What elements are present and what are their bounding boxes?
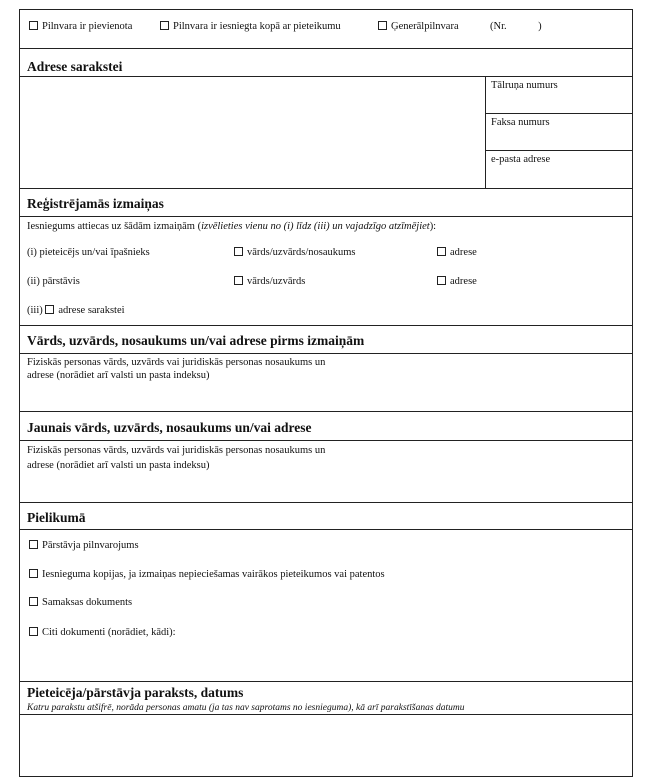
email-label: e-pasta adrese: [491, 154, 551, 165]
divider: [20, 440, 632, 441]
attachment-item[interactable]: Iesnieguma kopijas, ja izmaiņas nepieciešamas vairākos pieteikumos vai patentos: [29, 568, 385, 581]
new-data-hint-line1: Fiziskās personas vārds, uzvārds vai juridiskās personas nosaukums un: [27, 445, 326, 456]
divider: [20, 411, 632, 412]
attachment-item[interactable]: Citi dokumenti (norādiet, kādi):: [29, 626, 176, 639]
submitted-earlier-checkbox[interactable]: [160, 21, 169, 30]
divider: [20, 48, 632, 49]
signature-field[interactable]: [20, 715, 632, 776]
divider: [20, 681, 632, 682]
correspondence-address-option[interactable]: (iii) adrese sarakstei: [27, 305, 125, 316]
application-form: [19, 9, 633, 777]
representative-address-option[interactable]: adrese: [437, 275, 477, 288]
representative-name-option[interactable]: vārds/uzvārds: [234, 275, 305, 288]
general-option[interactable]: Ģenerālpilnvara: [378, 20, 459, 33]
applicant-address-checkbox[interactable]: [437, 247, 446, 256]
correspondence-address-checkbox[interactable]: [45, 305, 54, 314]
attachment-item[interactable]: Samaksas dokuments: [29, 596, 132, 609]
poa-number-field[interactable]: (Nr. ): [490, 21, 542, 32]
attachment-checkbox[interactable]: [29, 569, 38, 578]
attachment-checkbox[interactable]: [29, 540, 38, 549]
signature-note: Katru parakstu atšifrē, norāda personas amatu (ja tas nav saprotams no iesnieguma), kā arī parakstīšanas datumu: [27, 703, 465, 713]
before-change-hint-line1: Fiziskās personas vārds, uzvārds vai juridiskās personas nosaukums un: [27, 357, 326, 368]
fax-label: Faksa numurs: [491, 117, 550, 128]
attachment-checkbox[interactable]: [29, 627, 38, 636]
applicant-row-label: (i) pieteicējs un/vai īpašnieks: [27, 247, 150, 258]
applicant-name-option[interactable]: vārds/uzvārds/nosaukums: [234, 246, 355, 259]
before-change-title: Vārds, uzvārds, nosaukums un/vai adrese pirms izmaiņām: [27, 333, 365, 348]
attachment-item[interactable]: Pārstāvja pilnvarojums: [29, 539, 139, 552]
changes-title: Reģistrējamās izmaiņas: [27, 196, 164, 211]
representative-row-label: (ii) pārstāvis: [27, 276, 80, 287]
representative-address-checkbox[interactable]: [437, 276, 446, 285]
before-change-hint-line2: adrese (norādiet arī valsti un pasta indeksu): [27, 370, 210, 381]
applicant-address-option[interactable]: adrese: [437, 246, 477, 259]
column-divider: [485, 76, 486, 188]
divider: [20, 502, 632, 503]
attachments-title: Pielikumā: [27, 510, 86, 525]
correspondence-title: Adrese sarakstei: [27, 59, 123, 74]
attached-checkbox[interactable]: [29, 21, 38, 30]
before-change-field[interactable]: [20, 384, 632, 410]
new-data-field[interactable]: [20, 474, 632, 501]
new-data-title: Jaunais vārds, uzvārds, nosaukums un/vai adrese: [27, 420, 312, 435]
phone-label: Tālruņa numurs: [491, 80, 558, 91]
attached-option[interactable]: Pilnvara ir pievienota: [29, 20, 132, 33]
divider: [20, 529, 632, 530]
submitted-earlier-option[interactable]: Pilnvara ir iesniegta kopā ar pieteikumu: [160, 20, 341, 33]
divider: [20, 216, 632, 217]
general-checkbox[interactable]: [378, 21, 387, 30]
divider: [485, 150, 632, 151]
attachment-checkbox[interactable]: [29, 597, 38, 606]
changes-intro: Iesniegums attiecas uz šādām izmaiņām (izvēlieties vienu no (i) līdz (iii) un vajadzīgo atzīmējiet):: [27, 221, 437, 232]
divider: [20, 325, 632, 326]
divider: [20, 353, 632, 354]
signature-title: Pieteicēja/pārstāvja paraksts, datums: [27, 685, 244, 700]
divider: [20, 188, 632, 189]
new-data-hint-line2: adrese (norādiet arī valsti un pasta indeksu): [27, 460, 210, 471]
representative-name-checkbox[interactable]: [234, 276, 243, 285]
correspondence-address-field[interactable]: [20, 76, 485, 188]
applicant-name-checkbox[interactable]: [234, 247, 243, 256]
divider: [485, 113, 632, 114]
